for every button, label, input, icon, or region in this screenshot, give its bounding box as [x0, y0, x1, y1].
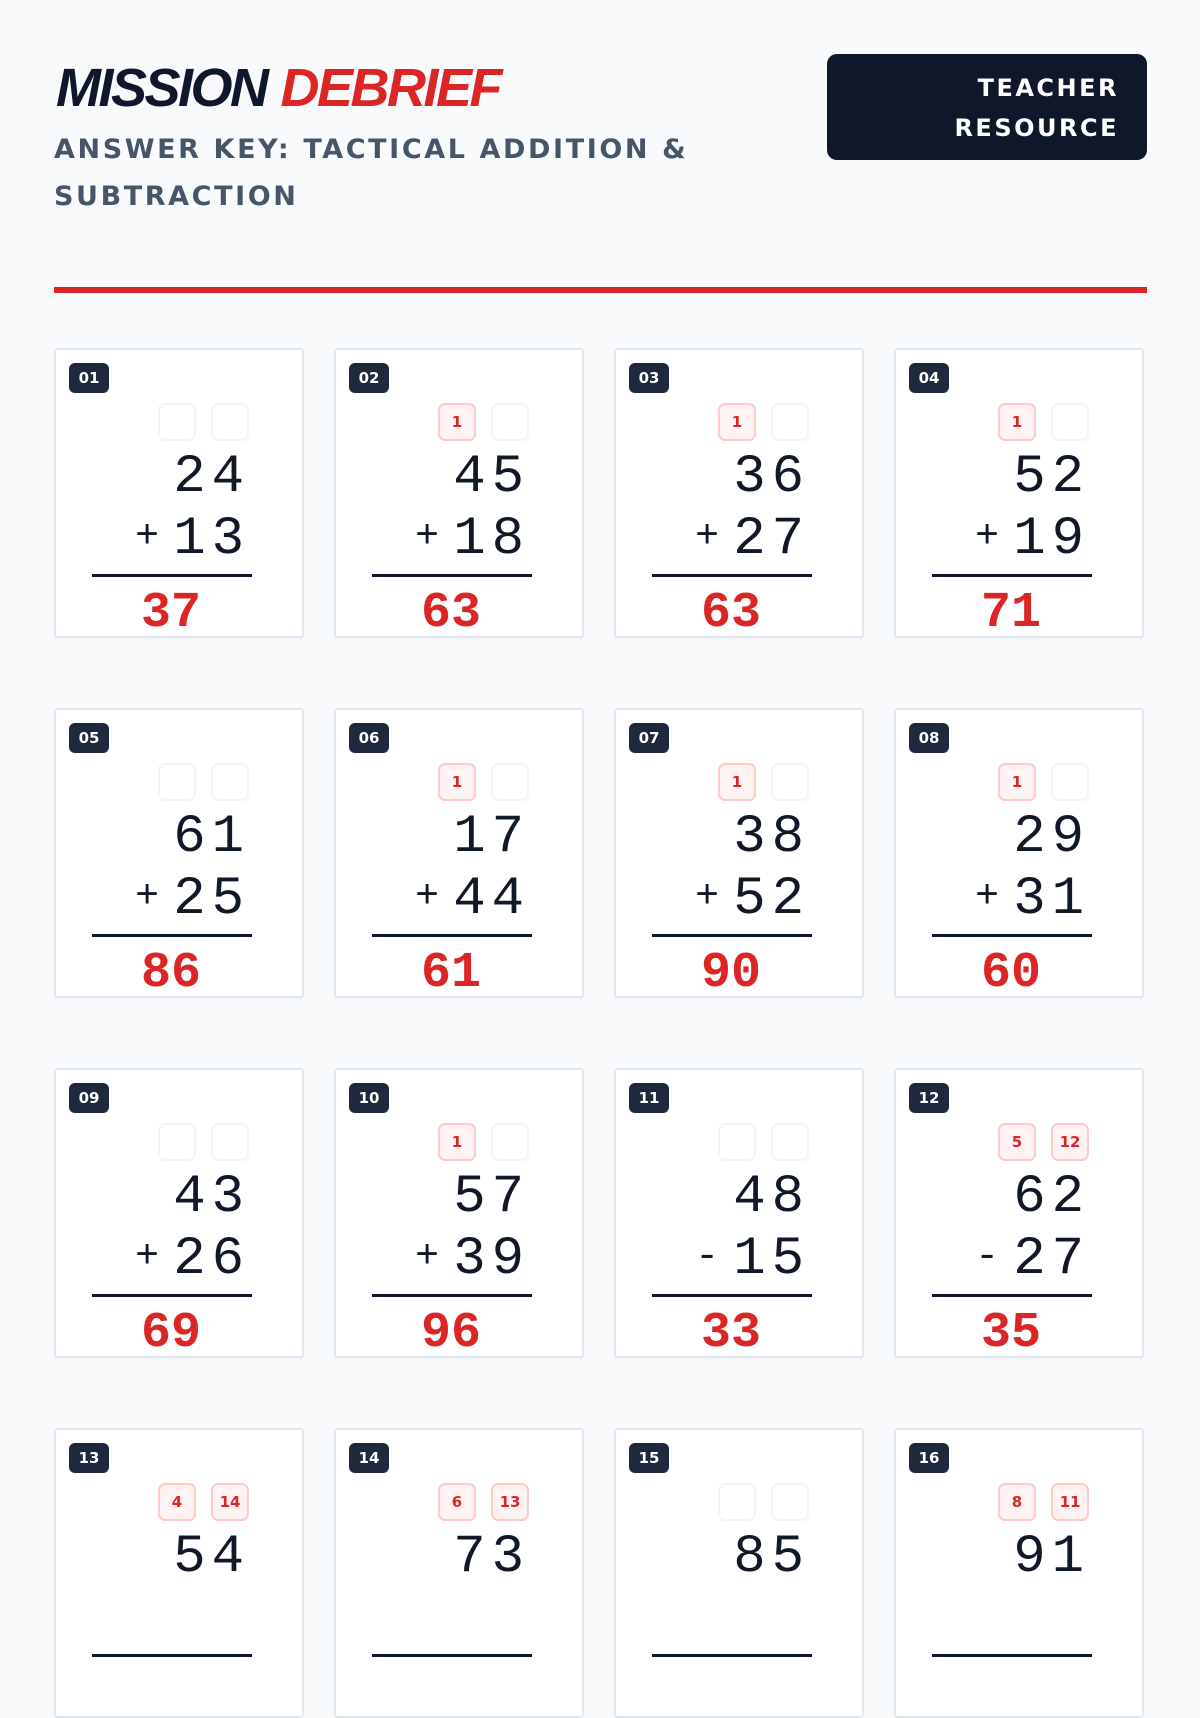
answer-value: 96 — [420, 1305, 481, 1358]
problem-number-badge: 10 — [349, 1083, 389, 1113]
problem-card — [614, 708, 864, 998]
problem-number-badge: 06 — [349, 723, 389, 753]
operator-sign: + — [695, 875, 720, 920]
answer-value: 69 — [140, 1305, 201, 1358]
sum-line — [372, 934, 532, 937]
sum-line — [652, 1294, 812, 1297]
problem-number-badge: 12 — [909, 1083, 949, 1113]
problem-number-badge: 07 — [629, 723, 669, 753]
answer-value: 71 — [980, 585, 1041, 638]
answer-value: 86 — [140, 945, 201, 998]
carry-box-ones — [211, 763, 249, 801]
carry-box-tens: 6 — [438, 1483, 476, 1521]
top-operand: 36 — [733, 447, 810, 508]
carry-box-tens — [718, 1483, 756, 1521]
top-operand: 85 — [733, 1527, 810, 1588]
page-title — [56, 56, 500, 120]
problem-number-badge: 03 — [629, 363, 669, 393]
title-word-debrief: DEBRIEF — [280, 58, 501, 118]
sum-line — [92, 574, 252, 577]
bottom-operand: 31 — [1013, 869, 1090, 930]
carry-box-tens: 1 — [438, 1123, 476, 1161]
problem-number-badge: 02 — [349, 363, 389, 393]
carry-box-ones — [771, 1483, 809, 1521]
carry-box-ones — [771, 403, 809, 441]
answer-value: 63 — [700, 585, 761, 638]
sum-line — [372, 1654, 532, 1657]
bottom-operand: 15 — [733, 1229, 810, 1290]
problem-card — [614, 1428, 864, 1718]
operator-sign: + — [695, 515, 720, 560]
problem-card — [614, 348, 864, 638]
problem-number-badge: 13 — [69, 1443, 109, 1473]
carry-box-ones: 14 — [211, 1483, 249, 1521]
teacher-resource-badge — [827, 54, 1147, 160]
problem-number-badge: 05 — [69, 723, 109, 753]
carry-box-tens — [158, 403, 196, 441]
carry-box-ones — [771, 1123, 809, 1161]
problem-number-badge: 11 — [629, 1083, 669, 1113]
top-operand: 45 — [453, 447, 530, 508]
page-header — [54, 0, 1147, 300]
carry-box-ones: 12 — [1051, 1123, 1089, 1161]
sum-line — [932, 934, 1092, 937]
bottom-operand: 19 — [1013, 509, 1090, 570]
badge-line-1: TEACHER — [977, 74, 1119, 102]
problem-card — [334, 708, 584, 998]
answer-value: 37 — [140, 585, 201, 638]
problem-card — [334, 1068, 584, 1358]
page-subtitle: ANSWER KEY: TACTICAL ADDITION & SUBTRACTION — [54, 134, 689, 212]
bottom-operand-row — [415, 508, 530, 570]
bottom-operand-row — [796, 1588, 810, 1648]
bottom-operand-row — [135, 868, 250, 930]
carry-box-ones: 13 — [491, 1483, 529, 1521]
answer-value: 90 — [700, 945, 761, 998]
bottom-operand-row — [236, 1588, 250, 1648]
carry-box-ones — [491, 1123, 529, 1161]
bottom-operand-row — [415, 1228, 530, 1290]
bottom-operand: 18 — [453, 509, 530, 570]
carry-box-ones — [211, 403, 249, 441]
bottom-operand: 27 — [1013, 1229, 1090, 1290]
bottom-operand-row — [975, 868, 1090, 930]
top-operand: 17 — [453, 807, 530, 868]
operator-sign: + — [415, 875, 440, 920]
bottom-operand-row — [975, 508, 1090, 570]
carry-box-tens: 1 — [998, 403, 1036, 441]
bottom-operand: 27 — [733, 509, 810, 570]
top-operand: 24 — [173, 447, 250, 508]
answer-value: 61 — [420, 945, 481, 998]
carry-box-ones — [491, 763, 529, 801]
carry-box-ones — [1051, 403, 1089, 441]
problem-card — [894, 708, 1144, 998]
operator-sign: + — [415, 1235, 440, 1280]
worksheet-page — [54, 0, 1147, 1588]
bottom-operand: 52 — [733, 869, 810, 930]
problem-number-badge: 14 — [349, 1443, 389, 1473]
top-operand: 54 — [173, 1527, 250, 1588]
top-operand: 61 — [173, 807, 250, 868]
top-operand: 38 — [733, 807, 810, 868]
sum-line — [652, 934, 812, 937]
top-operand: 52 — [1013, 447, 1090, 508]
top-operand: 73 — [453, 1527, 530, 1588]
problem-number-badge: 15 — [629, 1443, 669, 1473]
bottom-operand-row — [975, 1228, 1090, 1290]
bottom-operand: 25 — [173, 869, 250, 930]
top-operand: 43 — [173, 1167, 250, 1228]
sum-line — [652, 1654, 812, 1657]
bottom-operand-row — [135, 508, 250, 570]
sum-line — [92, 1654, 252, 1657]
sum-line — [932, 574, 1092, 577]
carry-box-tens — [718, 1123, 756, 1161]
carry-box-ones: 11 — [1051, 1483, 1089, 1521]
sum-line — [652, 574, 812, 577]
problem-card — [54, 708, 304, 998]
carry-box-tens: 1 — [998, 763, 1036, 801]
top-operand: 62 — [1013, 1167, 1090, 1228]
bottom-operand: 13 — [173, 509, 250, 570]
operator-sign: - — [695, 1235, 720, 1280]
sum-line — [372, 574, 532, 577]
problem-card — [614, 1068, 864, 1358]
problem-card — [894, 1428, 1144, 1718]
answer-value: 35 — [980, 1305, 1041, 1358]
bottom-operand-row — [695, 1228, 810, 1290]
carry-box-tens — [158, 1123, 196, 1161]
operator-sign: + — [975, 515, 1000, 560]
answer-value: 60 — [980, 945, 1041, 998]
bottom-operand: 44 — [453, 869, 530, 930]
bottom-operand: 26 — [173, 1229, 250, 1290]
carry-box-ones — [491, 403, 529, 441]
answer-value: 63 — [420, 585, 481, 638]
operator-sign: - — [975, 1235, 1000, 1280]
bottom-operand-row — [1076, 1588, 1090, 1648]
sum-line — [372, 1294, 532, 1297]
carry-box-tens: 4 — [158, 1483, 196, 1521]
top-operand: 48 — [733, 1167, 810, 1228]
operator-sign: + — [975, 875, 1000, 920]
bottom-operand-row — [695, 868, 810, 930]
problem-card — [54, 1428, 304, 1718]
carry-box-tens — [158, 763, 196, 801]
problem-number-badge: 08 — [909, 723, 949, 753]
bottom-operand-row — [516, 1588, 530, 1648]
carry-box-tens: 8 — [998, 1483, 1036, 1521]
title-word-mission: MISSION — [56, 58, 267, 118]
problem-number-badge: 01 — [69, 363, 109, 393]
carry-box-ones — [1051, 763, 1089, 801]
problem-card — [894, 1068, 1144, 1358]
sum-line — [92, 934, 252, 937]
top-operand: 57 — [453, 1167, 530, 1228]
sum-line — [932, 1294, 1092, 1297]
carry-box-ones — [211, 1123, 249, 1161]
carry-box-tens: 1 — [718, 403, 756, 441]
top-operand: 29 — [1013, 807, 1090, 868]
carry-box-tens: 1 — [438, 763, 476, 801]
carry-box-tens: 1 — [438, 403, 476, 441]
top-operand: 91 — [1013, 1527, 1090, 1588]
header-divider — [54, 287, 1147, 293]
bottom-operand: 39 — [453, 1229, 530, 1290]
problem-card — [54, 1068, 304, 1358]
carry-box-tens: 5 — [998, 1123, 1036, 1161]
sum-line — [932, 1654, 1092, 1657]
bottom-operand-row — [695, 508, 810, 570]
sum-line — [92, 1294, 252, 1297]
answer-value: 33 — [700, 1305, 761, 1358]
carry-box-ones — [771, 763, 809, 801]
bottom-operand-row — [135, 1228, 250, 1290]
problem-number-badge: 09 — [69, 1083, 109, 1113]
carry-box-tens: 1 — [718, 763, 756, 801]
operator-sign: + — [415, 515, 440, 560]
problem-card — [894, 348, 1144, 638]
problem-card — [334, 1428, 584, 1718]
badge-line-2: RESOURCE — [954, 114, 1119, 142]
operator-sign: + — [135, 515, 160, 560]
bottom-operand-row — [415, 868, 530, 930]
problem-card — [54, 348, 304, 638]
problem-number-badge: 16 — [909, 1443, 949, 1473]
problem-card — [334, 348, 584, 638]
operator-sign: + — [135, 875, 160, 920]
problem-number-badge: 04 — [909, 363, 949, 393]
operator-sign: + — [135, 1235, 160, 1280]
